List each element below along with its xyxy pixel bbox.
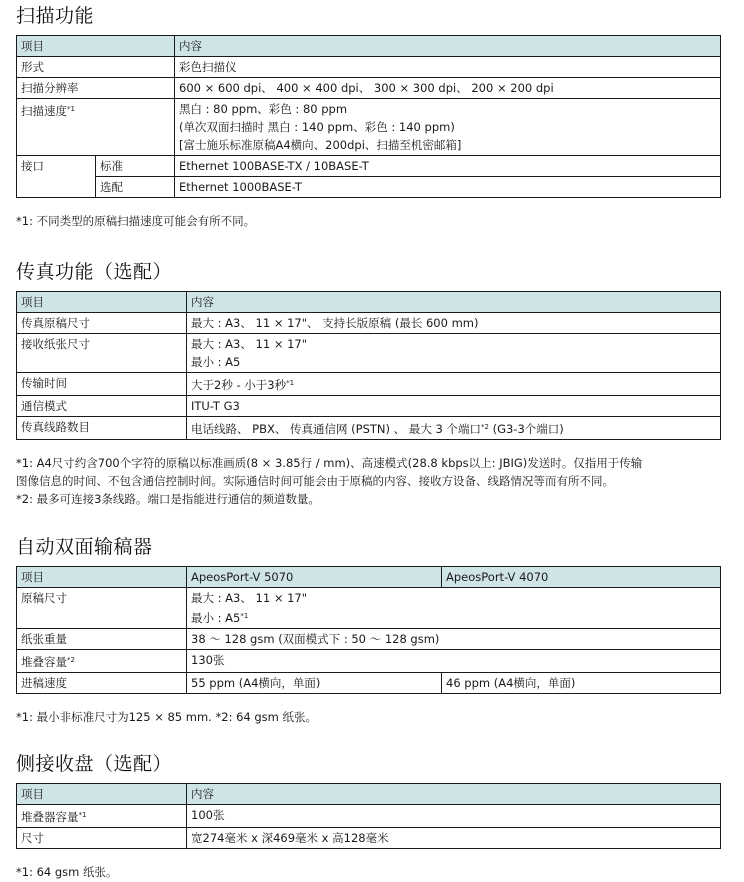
value-text: (G3-3个端口) [488, 422, 564, 436]
value-line: 最大 : A3、 11 × 17" [191, 591, 308, 605]
table-row [17, 650, 721, 673]
table-row [17, 373, 721, 396]
footnote-mark: *1 [240, 612, 249, 620]
row-value [187, 417, 721, 440]
row-label [17, 650, 187, 673]
side-tray-table [16, 783, 721, 849]
footnote: 图像信息的时间、不包含通信控制时间。实际通信时间可能会由于原稿的内容、接收方设备、线路情况等而有所不同。 [16, 474, 614, 488]
footnote-mark: *1 [286, 379, 295, 387]
row-value: Ethernet 1000BASE-T [175, 177, 721, 198]
scan-table [16, 35, 721, 198]
table-row [17, 334, 721, 373]
row-value: 55 ppm (A4横向，单面) [187, 673, 442, 694]
footnote: *1: 不同类型的原稿扫描速度可能会有所不同。 [16, 214, 256, 228]
footnote-mark: *2 [480, 423, 489, 431]
footnote: *2: 最多可连接3条线路。端口是指能进行通信的频道数量。 [16, 492, 320, 506]
fax-table [16, 291, 721, 440]
value-text: 大于2秒 - 小于3秒 [191, 378, 287, 392]
row-label: 尺寸 [17, 828, 187, 849]
row-label: 通信模式 [17, 396, 187, 417]
row-value: 最大 : A3、 11 × 17"、 支持长版原稿 (最长 600 mm) [187, 313, 721, 334]
row-value: Ethernet 100BASE-TX / 10BASE-T [175, 156, 721, 177]
row-value: 100张 [187, 805, 721, 828]
side-tray-title: 侧接收盘（选配） [16, 753, 173, 775]
footnote-mark: *1 [67, 105, 75, 113]
adf-table [16, 566, 721, 694]
header-model-5070: ApeosPort-V 5070 [187, 567, 442, 588]
table-header-row [17, 292, 721, 313]
footnote: *1: 最小非标准尺寸为125 × 85 mm. *2: 64 gsm 纸张。 [16, 710, 318, 724]
table-row [17, 396, 721, 417]
row-value: 宽274毫米 x 深469毫米 x 高128毫米 [187, 828, 721, 849]
footnote: *1: A4尺寸约含700个字符的原稿以标准画质(8 × 3.85行 / mm)、高速模式(28.8 kbps以上: JBIG)发送时。仅指用于传输 [16, 456, 643, 470]
header-content: 内容 [187, 784, 721, 805]
row-value [175, 99, 721, 156]
row-value: ITU-T G3 [187, 396, 721, 417]
row-label: 形式 [17, 57, 175, 78]
footnote: *1: 64 gsm 纸张。 [16, 865, 118, 879]
table-row [17, 57, 721, 78]
value-line: 最小 : A5 [191, 355, 241, 369]
row-value: 130张 [187, 650, 721, 673]
table-row [17, 177, 721, 198]
table-row [17, 417, 721, 440]
value-text: 电话线路、 PBX、 传真通信网 (PSTN) 、 最大 3 个端口 [191, 422, 481, 436]
value-line: (单次双面扫描时 黑白 : 140 ppm、彩色 : 140 ppm) [179, 120, 455, 134]
fax-title: 传真功能（选配） [16, 261, 173, 283]
row-label: 原稿尺寸 [17, 588, 187, 629]
value-text: 最小 : A5 [191, 611, 241, 625]
value-line: [富士施乐标准原稿A4横向、200dpi、扫描至机密邮箱] [179, 138, 462, 152]
table-row [17, 78, 721, 99]
row-label [17, 99, 175, 156]
table-header-row [17, 567, 721, 588]
value-line: 黑白 : 80 ppm、彩色 : 80 ppm [179, 102, 348, 116]
header-content: 内容 [187, 292, 721, 313]
footnote-mark: *1 [78, 811, 87, 819]
table-row [17, 805, 721, 828]
adf-title: 自动双面输稿器 [16, 536, 153, 558]
table-row [17, 99, 721, 156]
table-header-row [17, 784, 721, 805]
header-item: 项目 [17, 292, 187, 313]
row-value [187, 588, 721, 629]
row-label-text: 堆叠容量 [21, 655, 67, 669]
row-value: 600 × 600 dpi、 400 × 400 dpi、 300 × 300 dpi、 200 × 200 dpi [175, 78, 721, 99]
row-label: 接收纸张尺寸 [17, 334, 187, 373]
value-line: 最大 : A3、 11 × 17" [191, 337, 308, 351]
row-label: 传真线路数目 [17, 417, 187, 440]
row-label: 扫描分辨率 [17, 78, 175, 99]
side-tray-section [16, 750, 721, 881]
row-label: 接口 [17, 156, 96, 198]
table-row [17, 313, 721, 334]
header-item: 项目 [17, 567, 187, 588]
adf-section [16, 533, 721, 726]
value-line [191, 607, 716, 627]
header-item: 项目 [17, 36, 175, 57]
fax-section [16, 258, 721, 508]
table-row [17, 629, 721, 650]
footnotes [16, 454, 721, 508]
sub-label: 选配 [96, 177, 175, 198]
row-label: 纸张重量 [17, 629, 187, 650]
header-model-4070: ApeosPort-V 4070 [442, 567, 721, 588]
row-label: 传真原稿尺寸 [17, 313, 187, 334]
scan-section [16, 2, 721, 230]
table-row [17, 156, 721, 177]
header-item: 项目 [17, 784, 187, 805]
table-row [17, 673, 721, 694]
table-header-row [17, 36, 721, 57]
row-value [187, 334, 721, 373]
row-value: 彩色扫描仪 [175, 57, 721, 78]
table-row [17, 828, 721, 849]
sub-label: 标准 [96, 156, 175, 177]
row-label: 传输时间 [17, 373, 187, 396]
row-label-text: 堆叠器容量 [21, 810, 79, 824]
header-content: 内容 [175, 36, 721, 57]
row-value: 38 ～ 128 gsm (双面模式下 : 50 ～ 128 gsm) [187, 629, 721, 650]
row-value [187, 373, 721, 396]
row-label: 进稿速度 [17, 673, 187, 694]
footnote-mark: *2 [67, 656, 75, 664]
scan-title: 扫描功能 [16, 5, 95, 27]
table-row [17, 588, 721, 629]
row-label-text: 扫描速度 [21, 104, 67, 118]
row-value: 46 ppm (A4横向，单面) [442, 673, 721, 694]
row-label [17, 805, 187, 828]
